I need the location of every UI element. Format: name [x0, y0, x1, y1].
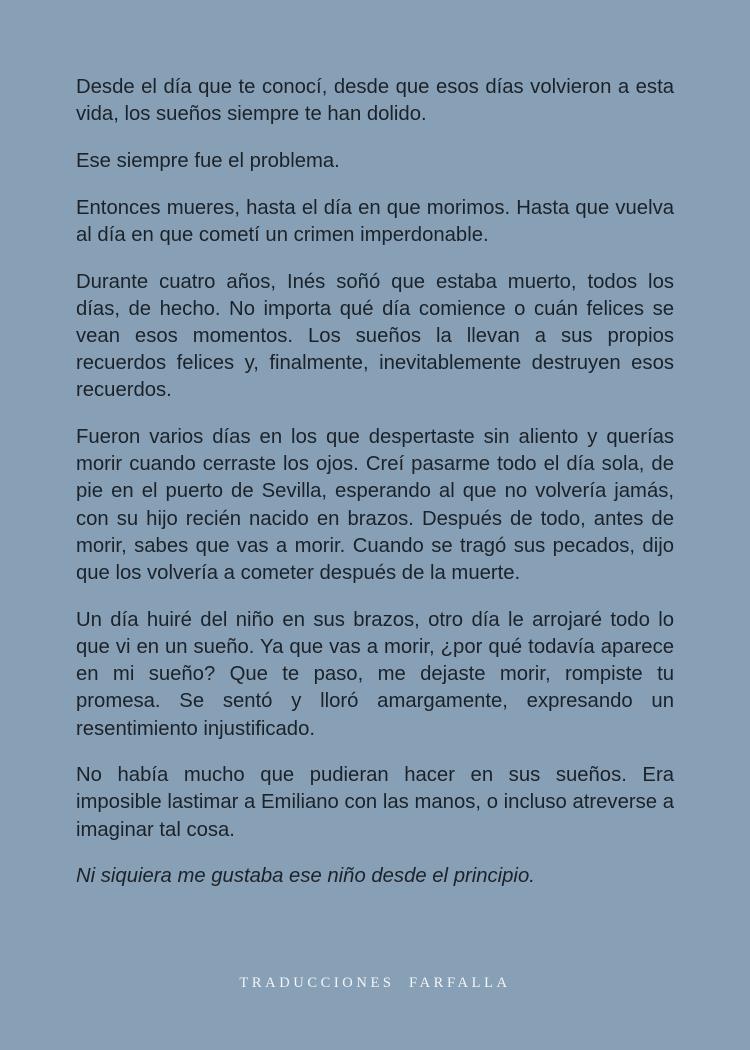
paragraph-1: Desde el día que te conocí, desde que esos días volvieron a esta vida, los sueños siempre te han dolido.: [76, 76, 674, 126]
closing-line: Ni siquiera me gustaba ese niño desde el principio.: [76, 865, 535, 888]
paragraph-6: Un día huiré del niño en sus brazos, otro día le arrojaré todo lo que vi en un sueño. Ya que vas a morir, ¿por qué todavía aparece en mi sueño? Que te paso, me dejaste morir, rompiste tu promesa. Se sentó y lloró amargamente, expresando un resentimiento injustificado.: [76, 608, 674, 740]
paragraph-3: Entonces mueres, hasta el día en que morimos. Hasta que vuelva al día en que cometí un crimen imperdonable.: [76, 196, 674, 246]
paragraph-5: Fueron varios días en los que despertaste sin aliento y querías morir cuando cerraste los ojos. Creí pasarme todo el día sola, de pie en el puerto de Sevilla, esperando al que no volvería jamás, con su hijo recién nacido en brazos. Después de todo, antes de morir, sabes que vas a morir. Cuando se tragó sus pecados, dijo que los volvería a cometer después de la muerte.: [76, 426, 674, 585]
story-text: [76, 74, 674, 910]
paragraph-7: No había mucho que pudieran hacer en sus sueños. Era imposible lastimar a Emiliano con las manos, o incluso atreverse a imaginar tal cosa.: [76, 764, 674, 841]
paragraph-4: Durante cuatro años, Inés soñó que estaba muerto, todos los días, de hecho. No importa qué día comience o cuán felices se vean esos momentos. Los sueños la llevan a sus propios recuerdos felices y, finalmente, inevitablemente destruyen esos recuerdos.: [76, 270, 674, 402]
paragraph-2: Ese siempre fue el problema.: [76, 149, 340, 172]
footer-credit: TRADUCCIONES FARFALLA: [239, 975, 511, 991]
